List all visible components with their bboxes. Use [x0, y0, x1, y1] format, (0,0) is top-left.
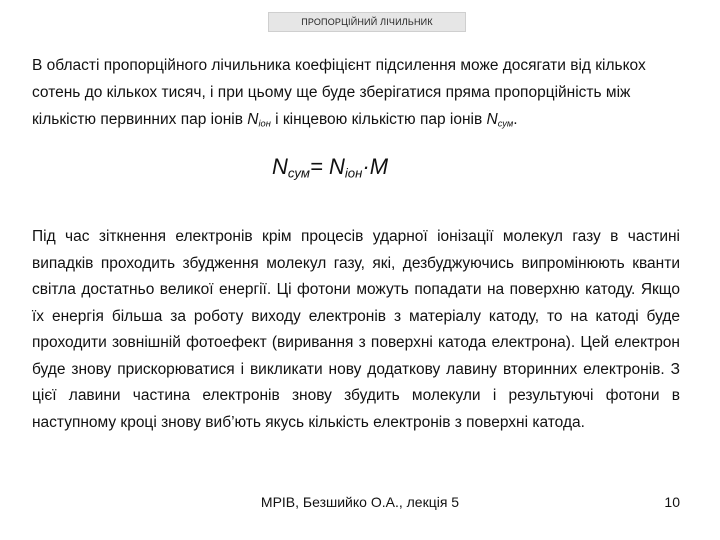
formula-factor: M [369, 154, 389, 179]
var-n-ion: N [247, 111, 259, 128]
intro-paragraph [32, 52, 692, 137]
formula [272, 154, 388, 180]
var-n-sum-sub: сум [497, 118, 514, 129]
footer-author: МРІВ, Безшийко О.А., лекція 5 [260, 494, 460, 510]
body-paragraph: Під час зіткнення електронів крім процесів ударної іонізації молекул газу в частині випадків проходить збудження молекул газу, які, дезбуджуючись випромінюють кванти світла достатньо великої енергії. Ці фотони можуть попадати на поверхню катоду. Якщо їх енергія більша за роботу виходу електронів з матеріалу катоду, то на катоді буде проходити зовнішній фотоефект (виривання з поверхні катода електрона). Цей електрон буде знову прискорюватися і викликати нову додаткову лавину вторинних електронів. З цієї лавини частина електронів знову збудить молекули і результуючі фотони в наступному кроці знову виб’ють якусь кількість електронів з поверхні катода. [32, 228, 680, 431]
slide-header: ПРОПОРЦІЙНИЙ ЛІЧИЛЬНИК [268, 12, 466, 32]
var-n-sum: N [486, 111, 498, 128]
intro-text-a: В області пропорційного лічильника коефіцієнт підсилення може досягати від кількох сотень до кількох тисяч, і при цьому ще буде зберігатися пряма пропорційність між кількістю первинних пар іонів [32, 57, 646, 128]
intro-text-b: і кінцевою кількістю пар іонів [270, 111, 487, 128]
formula-rhs: N [328, 154, 345, 179]
var-n-ion-sub: іон [258, 118, 271, 129]
formula-lhs: N [272, 154, 288, 179]
formula-lhs-sub: сум [287, 165, 310, 181]
intro-text-c: . [513, 111, 518, 128]
formula-rhs-sub: іон [344, 165, 363, 181]
formula-eq: = [309, 154, 329, 179]
page-number: 10 [664, 494, 680, 510]
formula-dot: · [362, 154, 370, 179]
